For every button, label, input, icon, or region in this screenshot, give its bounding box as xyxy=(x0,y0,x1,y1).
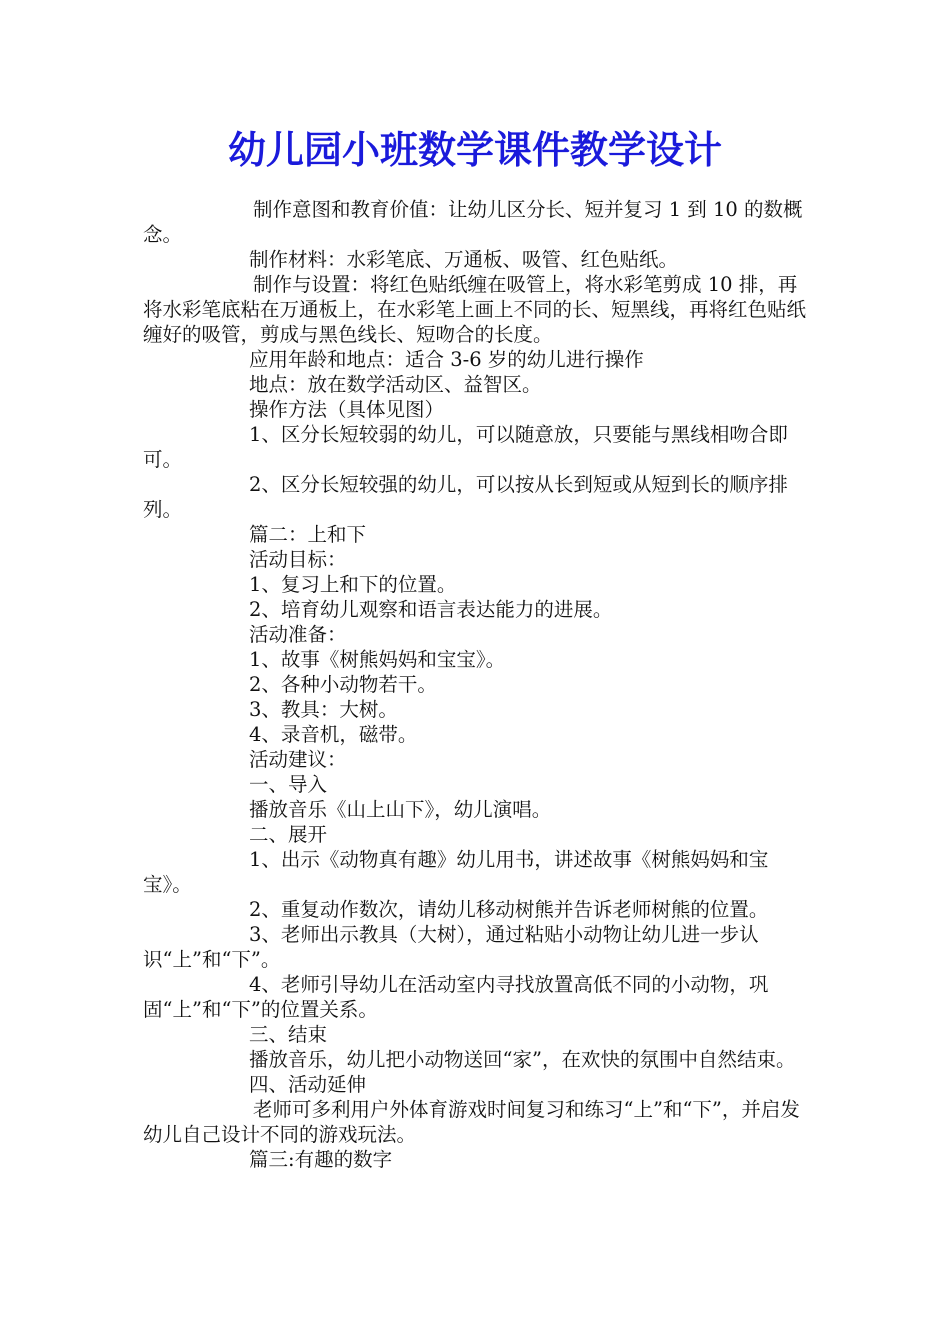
paragraph-expand-1: 1、出示《动物真有趣》幼儿用书，讲述故事《树熊妈妈和宝宝》。 xyxy=(143,848,769,896)
paragraph-purpose: 制作意图和教育价值：让幼儿区分长、短并复习 1 到 10 的数概念。 xyxy=(143,198,803,246)
section-heading-part3: 篇三:有趣的数字 xyxy=(249,1148,393,1171)
paragraph-end: 播放音乐，幼儿把小动物送回“家”，在欢快的氛围中自然结束。 xyxy=(249,1048,796,1071)
paragraph-prep-3: 3、教具：大树。 xyxy=(249,698,398,721)
paragraph-method-heading: 操作方法（具体见图） xyxy=(249,398,445,421)
paragraph-goal-1: 1、复习上和下的位置。 xyxy=(249,573,457,596)
paragraph-extend: 老师可多利用户外体育游戏时间复习和练习“上”和“下”，并启发幼儿自己设计不同的游戏玩法。 xyxy=(143,1098,800,1146)
paragraph-prep-4: 4、录音机，磁带。 xyxy=(249,723,418,746)
paragraph-expand-4: 4、老师引导幼儿在活动室内寻找放置高低不同的小动物，巩固“上”和“下”的位置关系。 xyxy=(143,973,769,1021)
paragraph-intro-heading: 一、导入 xyxy=(249,773,328,796)
paragraph-extend-heading: 四、活动延伸 xyxy=(249,1073,367,1096)
paragraph-goals-heading: 活动目标： xyxy=(249,548,347,571)
document-title: 幼儿园小班数学课件教学设计 xyxy=(227,127,722,172)
section-heading-part2: 篇二：上和下 xyxy=(249,523,367,546)
document-body xyxy=(143,197,809,1172)
paragraph-expand-2: 2、重复动作数次，请幼儿移动树熊并告诉老师树熊的位置。 xyxy=(249,898,769,921)
paragraph-suggest-heading: 活动建议： xyxy=(249,748,347,771)
paragraph-age: 应用年龄和地点：适合 3-6 岁的幼儿进行操作 xyxy=(249,348,644,371)
paragraph-expand-heading: 二、展开 xyxy=(249,823,328,846)
paragraph-expand-3: 3、老师出示教具（大树），通过粘贴小动物让幼儿进一步认识“上”和“下”。 xyxy=(143,923,759,971)
paragraph-method-2: 2、区分长短较强的幼儿，可以按从长到短或从短到长的顺序排列。 xyxy=(143,473,788,521)
paragraph-goal-2: 2、培育幼儿观察和语言表达能力的进展。 xyxy=(249,598,613,621)
paragraph-prep-2: 2、各种小动物若干。 xyxy=(249,673,437,696)
paragraph-materials: 制作材料：水彩笔底、万通板、吸管、红色贴纸。 xyxy=(249,248,679,271)
paragraph-method-1: 1、区分长短较弱的幼儿，可以随意放，只要能与黑线相吻合即可。 xyxy=(143,423,788,471)
paragraph-prep-heading: 活动准备： xyxy=(249,623,347,646)
paragraph-prep-1: 1、故事《树熊妈妈和宝宝》。 xyxy=(249,648,506,671)
paragraph-location: 地点：放在数学活动区、益智区。 xyxy=(249,373,542,396)
paragraph-setup: 制作与设置：将红色贴纸缠在吸管上，将水彩笔剪成 10 排，再将水彩笔底粘在万通板上，在水彩笔上画上不同的长、短黑线，再将红色贴纸缠好的吸管，剪成与黑色线长、短吻合的长度。 xyxy=(143,273,807,346)
paragraph-end-heading: 三、结束 xyxy=(249,1023,328,1046)
paragraph-intro: 播放音乐《山上山下》，幼儿演唱。 xyxy=(249,798,552,821)
